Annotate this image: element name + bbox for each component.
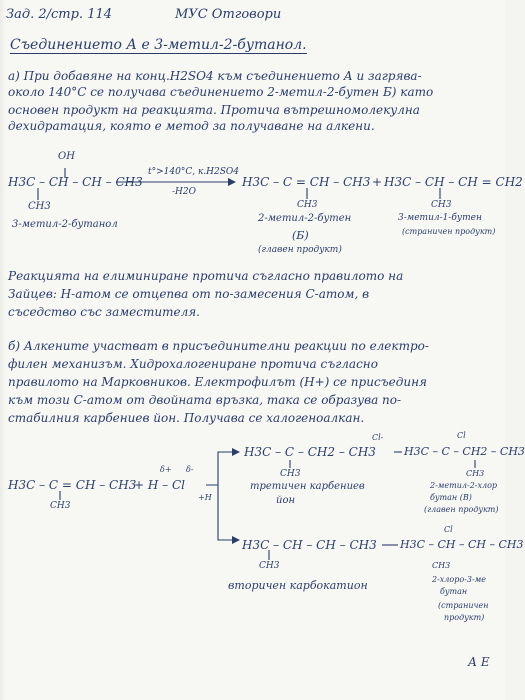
reactant-name: 3-метил-2-бутанол	[12, 219, 118, 230]
product1-formula: H3C – C = CH – CH3	[242, 175, 371, 189]
product1-letter: (Б)	[292, 229, 309, 242]
alkene-formula: H3C – C = CH – CH3	[8, 478, 137, 492]
tertiary-cation-ch3: CH3	[280, 469, 301, 479]
product1-ch3: CH3	[297, 200, 318, 210]
product-b-note: (главен продукт)	[424, 505, 499, 514]
product-c-name-1: 2-хлоро-3-ме	[432, 575, 487, 584]
product-b-name-1: 2-метил-2-хлор	[430, 481, 498, 490]
part-b-line-4: към този С-атом от двойната връзка, така се образува по-	[8, 393, 402, 407]
product2-formula: H3C – CH – CH = CH2	[384, 175, 523, 189]
part-b-line-3: правилото на Марковников. Електрофилът (Н+) се присъединя	[8, 375, 427, 389]
secondary-cation-ch3: CH3	[259, 561, 280, 571]
part-a-line-1: а) При добавяне на конц.H2SO4 към съединението А и загрява-	[8, 69, 422, 83]
product-c-ch3: CH3	[432, 561, 451, 570]
product-c-note-1: (страничен	[438, 601, 489, 610]
product1-note: (главен продукт)	[258, 245, 342, 255]
tertiary-cation-formula: H3C – C – CH2 – CH3	[244, 445, 376, 459]
part-a-line-4: дехидратация, която е метод за получаване на алкени.	[8, 119, 375, 133]
branch-arrow-bottom	[218, 485, 232, 540]
product-c-cl: Cl	[444, 525, 453, 534]
product-b-name-2: бутан (В)	[430, 493, 472, 502]
part-b-line-5: стабилния карбениев йон. Получава се халогеноалкан.	[8, 411, 365, 425]
part-b-line-1: б) Алкените участват в присъединителни реакции по електро-	[8, 339, 429, 353]
product2-ch3: CH3	[431, 200, 452, 210]
product-c-note-2: продукт)	[444, 613, 485, 622]
branch-arrow-top-head	[232, 448, 240, 456]
branch-arrow-bottom-head	[232, 536, 240, 544]
secondary-cation-formula: H3C – CH – CH – CH3	[242, 538, 377, 552]
delta-minus: δ-	[186, 465, 194, 474]
part-b-line-2: филен механизъм. Хидрохалогениране протича съгласно	[8, 357, 378, 371]
reactant-ch3: CH3	[28, 201, 51, 212]
reaction-conditions: t°>140°С, к.H2SO4	[148, 167, 240, 177]
signature: А Е	[468, 655, 490, 669]
tertiary-cation-name-1: третичен карбениев	[250, 481, 365, 492]
part-a-line-3: основен продукт на реакцията. Протича вътрешномолекулна	[8, 103, 420, 117]
product2-note: (страничен продукт)	[402, 227, 496, 236]
arrow-head-1	[228, 178, 236, 186]
branch-arrow-top	[206, 452, 232, 485]
tertiary-cation-name-2: йон	[276, 495, 296, 506]
product-c-formula: H3C – CH – CH – CH3	[400, 538, 524, 551]
hcl-reagent: + H – Cl	[134, 478, 185, 492]
product-b-ch3: CH3	[466, 469, 485, 478]
hydroxyl-group: OH	[58, 151, 75, 162]
product-b-cl: Cl	[457, 431, 466, 440]
product-c-name-2: бутан	[440, 587, 468, 596]
task-reference: Зад. 2/стр. 114	[6, 7, 113, 22]
intro-statement: Съединението А е 3-метил-2-бутанол.	[10, 37, 307, 53]
product2-name: 3-метил-1-бутен	[398, 213, 482, 223]
plus-h-label: +H	[198, 493, 212, 502]
rule-line-2: Зайцев: Н-атом се отцепва от по-замесения С-атом, в	[8, 287, 370, 301]
water-eliminated: -H2O	[172, 187, 196, 197]
product-b-formula: H3C – C – CH2 – CH3	[404, 445, 525, 458]
delta-plus: δ+	[160, 465, 172, 474]
product1-name: 2-метил-2-бутен	[258, 213, 352, 224]
secondary-cation-name: вторичен карбокатион	[228, 579, 368, 592]
rule-line-1: Реакцията на елиминиране протича съгласно правилото на	[8, 269, 404, 283]
alkene-ch3: CH3	[50, 501, 71, 511]
reactant-formula: H3C – CH – CH – CH3	[8, 175, 143, 189]
part-a-line-2: около 140°С се получава съединението 2-метил-2-бутен Б) като	[8, 85, 434, 99]
plus-sign: +	[372, 175, 383, 189]
chloride-anion: Cl-	[372, 433, 384, 442]
rule-line-3: съседство със заместителя.	[8, 305, 200, 319]
task-title: МУС Отговори	[175, 7, 282, 22]
